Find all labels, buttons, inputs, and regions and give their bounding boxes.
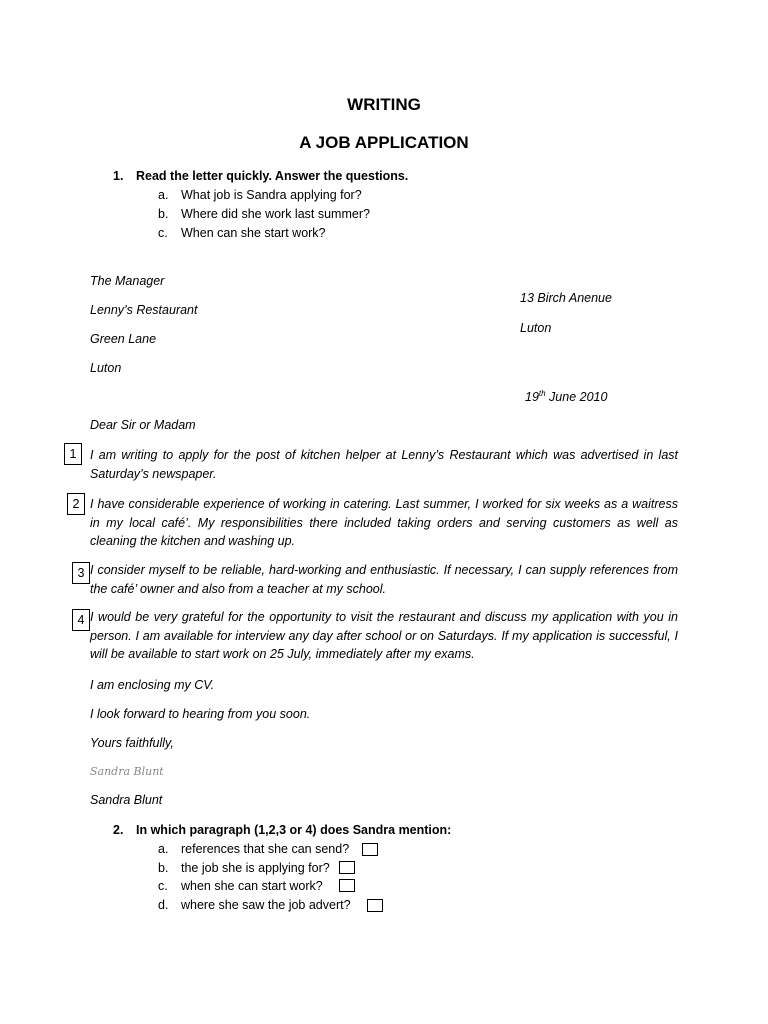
date-rest: June 2010 xyxy=(545,390,608,405)
paragraph-number-box: 4 xyxy=(72,609,90,631)
question-2b-text: the job she is applying for? xyxy=(181,861,330,875)
question-2c-letter: c. xyxy=(158,879,168,893)
letter-paragraph: I am writing to apply for the post of kitchen helper at Lenny’s Restaurant which was advertised in last Saturday’s newspaper. xyxy=(90,448,678,481)
question-1b-letter: b. xyxy=(158,207,169,221)
greeting: Dear Sir or Madam xyxy=(90,418,196,432)
answer-box[interactable] xyxy=(339,879,355,892)
question-1-text: Read the letter quickly. Answer the questions. xyxy=(136,169,409,183)
sender-line: Luton xyxy=(520,321,552,335)
question-1b-text: Where did she work last summer? xyxy=(181,207,370,221)
question-1a-text: What job is Sandra applying for? xyxy=(181,188,362,202)
paragraph-number-box: 1 xyxy=(64,443,82,465)
recipient-line: Lenny’s Restaurant xyxy=(90,303,198,317)
question-1c-letter: c. xyxy=(158,226,168,240)
recipient-line: The Manager xyxy=(90,274,165,288)
question-2-text: In which paragraph (1,2,3 or 4) does Sandra mention: xyxy=(136,823,452,837)
question-2c-text: when she can start work? xyxy=(181,879,323,893)
page-subtitle: A JOB APPLICATION xyxy=(299,133,469,152)
letter-paragraph: I have considerable experience of working in catering. Last summer, I worked for six weeks as a waitress in my local café’. My responsibilities there included taking orders and serving customers as well as cleaning the kitchen and washing up. xyxy=(90,497,678,548)
question-1c-text: When can she start work? xyxy=(181,226,326,240)
question-2a-text: references that she can send? xyxy=(181,842,350,856)
recipient-line: Green Lane xyxy=(90,332,157,346)
page-title: WRITING xyxy=(347,95,421,114)
recipient-line: Luton xyxy=(90,361,122,375)
date-suffix: th xyxy=(538,389,546,398)
letter-paragraph: I consider myself to be reliable, hard-working and enthusiastic. If necessary, I can supply references from the café’ owner and also from a teacher at my school. xyxy=(90,563,678,596)
question-2a-letter: a. xyxy=(158,842,169,856)
sender-line: 13 Birch Anenue xyxy=(520,291,612,305)
question-2-number: 2. xyxy=(113,823,124,837)
answer-box[interactable] xyxy=(339,861,355,874)
signature: Sandra Blunt xyxy=(90,765,164,778)
question-1-number: 1. xyxy=(113,169,124,183)
answer-box[interactable] xyxy=(362,843,378,856)
enclosing-line: I am enclosing my CV. xyxy=(90,678,215,692)
question-2d-letter: d. xyxy=(158,898,169,912)
question-2b-letter: b. xyxy=(158,861,169,875)
paragraph-number-box: 3 xyxy=(72,562,90,584)
question-1a-letter: a. xyxy=(158,188,169,202)
answer-box[interactable] xyxy=(367,899,383,912)
question-2d-text: where she saw the job advert? xyxy=(181,898,351,912)
look-forward-line: I look forward to hearing from you soon. xyxy=(90,707,311,721)
letter-paragraph: I would be very grateful for the opportunity to visit the restaurant and discuss my application with you in person. I am available for interview any day after school or on Saturdays. If my application is successful, I will be available to start work on 25 July, immediately after my exams. xyxy=(90,610,678,661)
closing-line: Yours faithfully, xyxy=(90,736,174,750)
letter-date xyxy=(525,389,607,404)
paragraph-number-box: 2 xyxy=(67,493,85,515)
date-day: 19 xyxy=(525,390,539,405)
sender-name: Sandra Blunt xyxy=(90,793,163,807)
